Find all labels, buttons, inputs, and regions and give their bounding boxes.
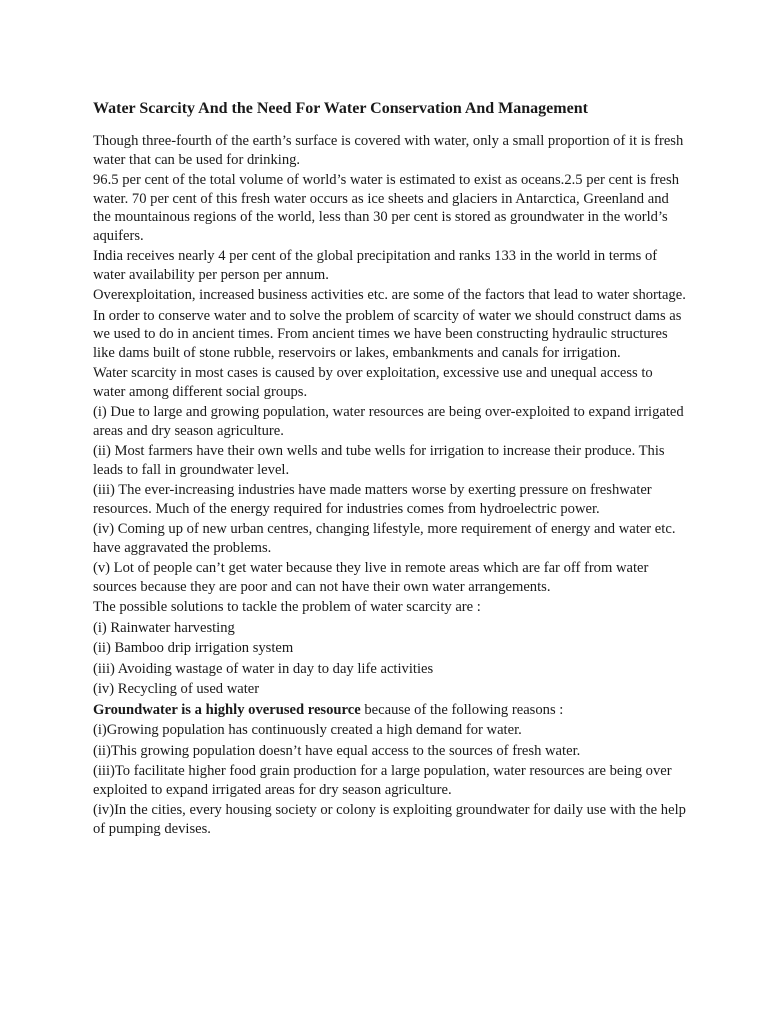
solution-item-1: (i) Rainwater harvesting (93, 619, 235, 636)
solution-item-2: (ii) Bamboo drip irrigation system (93, 640, 294, 656)
paragraph-overexploitation: Overexploitation, increased business activities etc. are some of the factors that lead to water shortage. (93, 287, 686, 303)
cause-item-3: (iii) The ever-increasing industries have made matters worse by exerting pressure on freshwater resources. Much of the energy required for industries comes from hydroelectric power. (93, 482, 652, 517)
paragraph-conserve-water: In order to conserve water and to solve the problem of scarcity of water we should construct dams as we used to do in ancient times. From ancient times we have been constructing hydraulic structures like dams built of stone rubble, reservoirs or lakes, embankments and canals for irrigation. (93, 307, 682, 361)
paragraph-india-precipitation: India receives nearly 4 per cent of the global precipitation and ranks 133 in the world in terms of water availability per person per annum. (93, 248, 658, 283)
document-title: Water Scarcity And the Need For Water Conservation And Management (93, 100, 588, 117)
cause-item-4: (iv) Coming up of new urban centres, changing lifestyle, more requirement of energy and water etc. have aggravated the problems. (93, 521, 676, 556)
paragraph-water-volume: 96.5 per cent of the total volume of world’s water is estimated to exist as oceans.2.5 per cent is fresh water. 70 per cent of this fresh water occurs as ice sheets and glaciers in Antarctica, Greenland and the mountainous regions of the world, less than 30 per cent is stored as groundwater in the world’s aquifers. (93, 172, 680, 244)
groundwater-heading (93, 701, 688, 720)
reason-item-4: (iv)In the cities, every housing society or colony is exploiting groundwater for daily use with the help of pumping devises. (93, 802, 686, 837)
solutions-intro: The possible solutions to tackle the problem of water scarcity are : (93, 599, 481, 615)
solution-item-3: (iii) Avoiding wastage of water in day to day life activities (93, 660, 434, 677)
cause-item-1: (i) Due to large and growing population, water resources are being over-exploited to expand irrigated areas and dry season agriculture. (93, 404, 684, 439)
paragraph-intro: Though three-fourth of the earth’s surface is covered with water, only a small proportion of it is fresh water that can be used for drinking. (93, 133, 684, 168)
paragraph-scarcity-causes: Water scarcity in most cases is caused by over exploitation, excessive use and unequal access to water among different social groups. (93, 365, 653, 400)
cause-item-5: (v) Lot of people can’t get water because they live in remote areas which are far off from water sources because they are poor and can not have their own water arrangements. (93, 560, 649, 595)
groundwater-rest-text: because of the following reasons : (360, 701, 564, 718)
solution-item-4: (iv) Recycling of used water (93, 681, 260, 697)
cause-item-2: (ii) Most farmers have their own wells and tube wells for irrigation to increase their produce. This leads to fall in groundwater level. (93, 443, 665, 478)
reason-item-1: (i)Growing population has continuously created a high demand for water. (93, 722, 522, 738)
reason-item-3: (iii)To facilitate higher food grain production for a large population, water resources are being over exploited to expand irrigated areas for dry season agriculture. (93, 763, 672, 798)
groundwater-bold-text: Groundwater is a highly overused resource (93, 701, 361, 718)
reason-item-2: (ii)This growing population doesn’t have equal access to the sources of fresh water. (93, 742, 581, 759)
